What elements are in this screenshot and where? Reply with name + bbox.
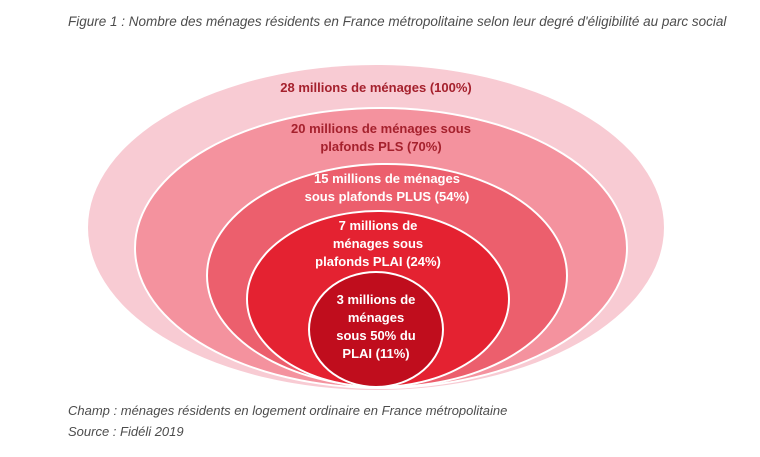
- label-plai-ceiling: [246, 217, 510, 271]
- label-line: ménages: [347, 310, 405, 325]
- label-line: 28 millions de ménages (100%): [280, 80, 472, 95]
- label-all-households: [88, 79, 664, 97]
- label-line: sous plafonds PLUS (54%): [304, 189, 470, 204]
- label-half-plai: [308, 291, 444, 363]
- label-line: 7 millions de: [338, 218, 418, 233]
- label-plus-ceiling: [206, 170, 568, 206]
- label-line: plafonds PLS (70%): [320, 139, 442, 154]
- label-line: sous 50% du: [336, 328, 416, 343]
- source-note: Source : Fidéli 2019: [68, 424, 184, 439]
- label-line: plafonds PLAI (24%): [315, 254, 441, 269]
- figure-caption: Figure 1 : Nombre des ménages résidents en France métropolitaine selon leur degré d'éligibilité au parc social: [68, 14, 727, 29]
- label-pls-ceiling: [134, 120, 628, 156]
- label-line: 15 millions de ménages: [314, 171, 460, 186]
- label-line: 20 millions de ménages sous: [291, 121, 471, 136]
- scope-note: Champ : ménages résidents en logement ordinaire en France métropolitaine: [68, 403, 508, 418]
- label-line: ménages sous: [332, 236, 424, 251]
- label-line: PLAI (11%): [342, 346, 410, 361]
- label-line: 3 millions de: [336, 292, 416, 307]
